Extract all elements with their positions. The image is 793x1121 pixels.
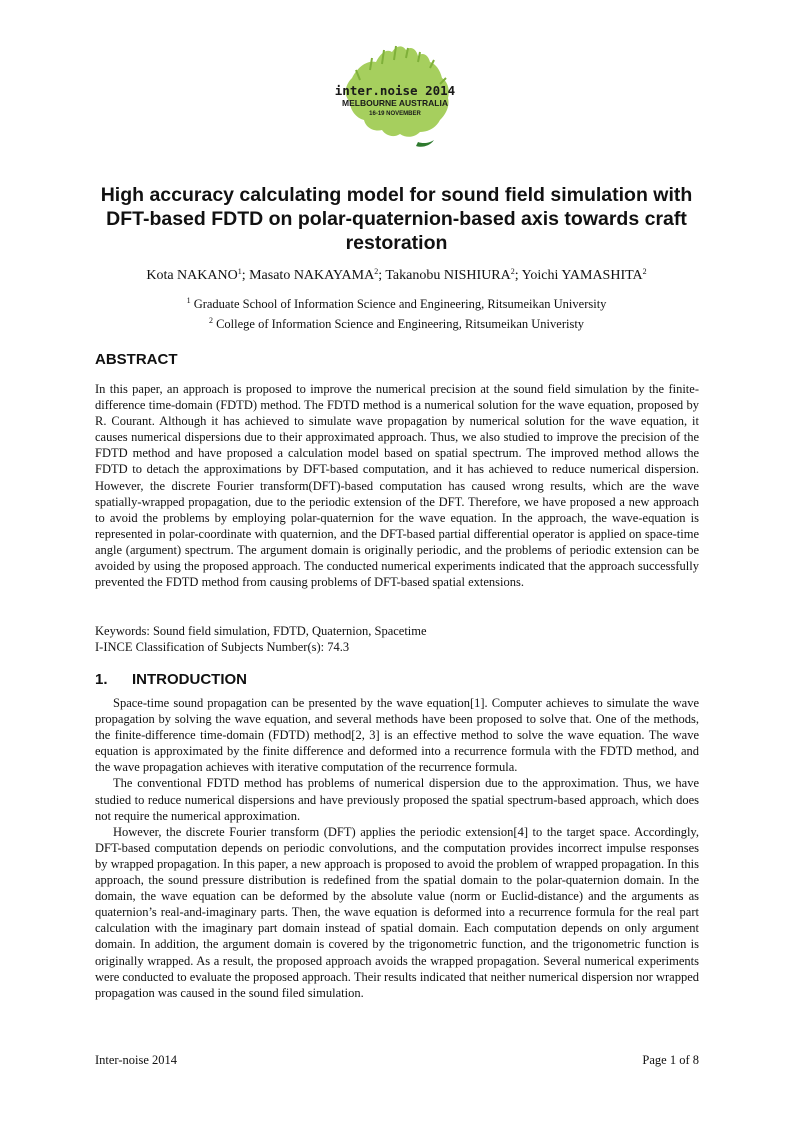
boomerang-icon <box>416 140 434 147</box>
page-number: Page 1 of 8 <box>642 1053 699 1067</box>
logo-line2: MELBOURNE AUSTRALIA <box>342 98 448 108</box>
author: Masato NAKAYAMA$^2$; <box>249 267 386 283</box>
author: Yoichi YAMASHITA$^2$ <box>521 267 647 283</box>
author: Kota NAKANO$^1$; <box>146 267 250 283</box>
introduction-heading <box>95 671 247 688</box>
affiliation-1: $^1$ Graduate School of Information Science and Engineering, Ritsumeikan University <box>186 296 607 311</box>
introduction-body <box>95 695 699 1001</box>
abstract-heading: ABSTRACT <box>95 351 178 368</box>
australia-map-icon <box>330 40 460 160</box>
classification-line: I-INCE Classification of Subjects Number(s): 74.3 <box>95 640 350 655</box>
author-list <box>60 267 733 285</box>
keywords-line: Keywords: Sound field simulation, FDTD, Quaternion, Spacetime <box>95 624 427 638</box>
affiliation-2: $^2$ College of Information Science and Engineering, Ritsumeikan Univeristy <box>208 316 585 331</box>
paragraph: The conventional FDTD method has problems of numerical dispersion due to the approximation. Thus, we have studied to reduce numerical dispersions and have previously proposed the spatial spectrum-based approach, which does not require the numerical approximation. <box>95 776 699 823</box>
keywords-block <box>95 623 699 655</box>
section-number: 1. <box>95 671 108 688</box>
logo-line1: inter.noise 2014 <box>334 83 456 98</box>
footer-conference: Inter-noise 2014 <box>95 1053 178 1067</box>
logo-line3: 16-19 NOVEMBER <box>369 111 421 117</box>
paragraph: Space-time sound propagation can be presented by the wave equation[1]. Computer achieves to simulate the wave propagation by solving the wave equation, and several methods have been proposed to solve that. One of the methods, the finite-difference time-domain (FDTD) method[2, 3] is an effective method to solve the wave equation. The wave equation is approximated by the finite difference and deformed into a recurrence formula with the FDTD method, and the wave propagation achieves with iterative computation of the recurrence formula. <box>95 696 699 775</box>
author: Takanobu NISHIURA$^2$; <box>385 267 522 283</box>
section-title: INTRODUCTION <box>132 671 247 688</box>
abstract-body: In this paper, an approach is proposed to improve the numerical precision at the sound field simulation by the finite-difference time-domain (FDTD) method. The FDTD method is a numerical solution for the wave equation, proposed by R. Courant. Although it has achieved to simulate wave propagation by numerical solution for the wave equation, it causes numerical dispersions due to their approximated approach. Thus, we also studied to improve the precision of the FDTD method and have proposed a calculation model based on spatial spectrum. The improved method allows the FDTD to detach the approximations by DFT-based computation, and it has achieved to reduce numerical dispersion. However, the discrete Fourier transform(DFT)-based computation has caused wrong results, which are the wave spatially-wrapped propagation, due to the periodic extension of the DFT. Therefore, we have proposed a new approach to avoid the problems by employing polar-quaternion for the wave equation. In the approach, the wave-equation is represented in polar-coordinate with quaternion, and the DFT-based partial differential operator is applied on space-time angle (argument) spectrum. The argument domain is originally periodic, and the problems of periodic extension can be avoided by using the proposed approach. The conducted numerical experiments indicated that the approach successfully prevented the FDTD method from causing problems of DFT-based spatial extensions. <box>95 382 699 590</box>
conference-logo <box>330 40 460 160</box>
paper-title: High accuracy calculating model for sound field simulation with DFT-based FDTD on polar-quaternion-based axis towards craft restoration <box>100 184 693 254</box>
paragraph: However, the discrete Fourier transform (DFT) applies the periodic extension[4] to the target space. Accordingly, DFT-based computation depends on periodic convolutions, and the computation provides incorrect impulse responses by wrapped propagation. In this paper, a new approach is proposed to avoid the problem of wrapped propagation. In this approach, the sound pressure distribution is redefined from the spatial domain to the polar-quaternion domain. In the domain, the wave equation can be deformed by the absolute value (norm or Euclid-distance) and the arguments as quaternion’s real-and-imaginary parts. Then, the wave equation is deformed into a recurrence formula for the real part calculation with the imaginary part domain instead of spatial domain. Each computation depends on only argument domain. In addition, the argument domain is covered by the trigonometric function, and the trigonometric function is originally wrapped. As a result, the proposed approach avoids the wrapped propagation. Several numerical experiments were conducted to evaluate the proposed approach. Their results indicated that neither numerical dispersion nor wrapped propagation was caused in the sound filed simulation. <box>95 824 699 1000</box>
